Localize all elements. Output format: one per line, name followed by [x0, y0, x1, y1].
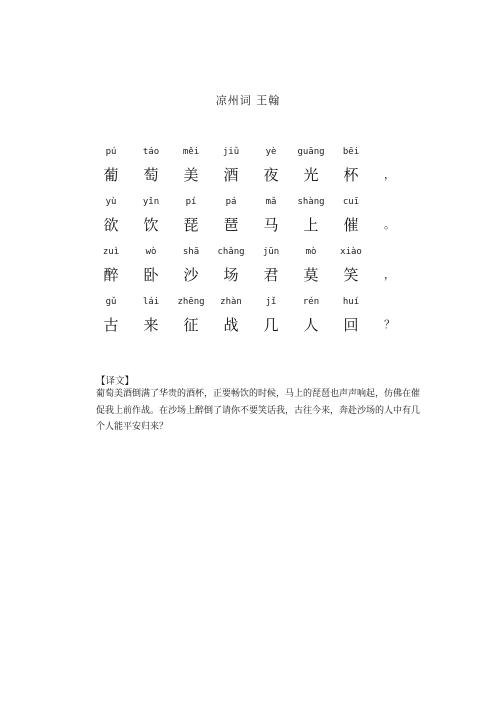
- pinyin-row-3: [88, 242, 408, 262]
- pinyin-syllable: xiào: [340, 247, 362, 257]
- poem-character: 夜: [263, 166, 279, 184]
- poem-line-2: [88, 214, 408, 234]
- poem-character: 催: [343, 216, 359, 234]
- poem-character: 卧: [143, 266, 159, 284]
- poem-punctuation: ？: [384, 318, 395, 331]
- pinyin-syllable: yǐn: [142, 197, 160, 207]
- pinyin-syllable: jǐ: [265, 297, 277, 307]
- poem-character: 古: [103, 316, 119, 334]
- poem-character: 琵: [183, 216, 199, 234]
- poem-character: 几: [263, 316, 279, 334]
- poem-character: 美: [183, 166, 199, 184]
- poem-character: 莫: [303, 266, 319, 284]
- poem-character: 醉: [103, 266, 119, 284]
- pinyin-syllable: jūn: [262, 247, 280, 257]
- poem-character: 上: [303, 216, 319, 234]
- pinyin-syllable: lái: [142, 297, 160, 307]
- poem-punctuation: ，: [384, 168, 395, 181]
- poem-character: 场: [223, 266, 239, 284]
- poem-character: 欲: [103, 216, 119, 234]
- poem-character: 回: [343, 316, 359, 334]
- poem-line-4: [88, 314, 408, 334]
- pinyin-syllable: guāng: [297, 147, 325, 157]
- poem-character: 君: [263, 266, 279, 284]
- pinyin-syllable: pí: [185, 197, 197, 207]
- pinyin-syllable: zhàn: [220, 297, 242, 307]
- pinyin-syllable: měi: [182, 147, 200, 157]
- pinyin-row-4: [88, 292, 408, 312]
- poem-line-1: [88, 164, 408, 184]
- poem-title: 凉州词 王翰: [215, 94, 281, 107]
- poem-character: 来: [143, 316, 159, 334]
- pinyin-syllable: pú: [105, 147, 117, 157]
- poem-character: 饮: [143, 216, 159, 234]
- pinyin-syllable: gǔ: [105, 297, 117, 307]
- poem-punctuation: 。: [384, 218, 395, 231]
- poem-character: 沙: [183, 266, 199, 284]
- poem-character: 战: [223, 316, 239, 334]
- pinyin-syllable: pá: [225, 197, 237, 207]
- poem-character: 萄: [143, 166, 159, 184]
- pinyin-syllable: zhēng: [177, 297, 205, 307]
- pinyin-syllable: cuī: [342, 197, 360, 207]
- pinyin-syllable: bēi: [342, 147, 360, 157]
- poem-character: 笑: [343, 266, 359, 284]
- pinyin-syllable: wò: [145, 247, 157, 257]
- poem-character: 征: [183, 316, 199, 334]
- pinyin-row-1: [88, 142, 408, 162]
- pinyin-syllable: jiǔ: [222, 147, 240, 157]
- pinyin-syllable: zuì: [102, 247, 120, 257]
- poem-punctuation: ，: [384, 268, 395, 281]
- translation-heading: 【译文】: [96, 376, 135, 387]
- pinyin-syllable: yè: [265, 147, 277, 157]
- pinyin-syllable: táo: [142, 147, 160, 157]
- poem-character: 葡: [103, 166, 119, 184]
- poem-character: 杯: [343, 166, 359, 184]
- poem-character: 马: [263, 216, 279, 234]
- poem-character: 人: [303, 316, 319, 334]
- poem-character: 琶: [223, 216, 239, 234]
- pinyin-syllable: yù: [105, 197, 117, 207]
- pinyin-syllable: shā: [182, 247, 200, 257]
- pinyin-syllable: shàng: [297, 197, 325, 207]
- translation-text: 葡萄美酒倒满了华贵的酒杯，正要畅饮的时候，马上的琵琶也声声响起，仿佛在催促我上前作战。在沙场上醉倒了请你不要笑话我，古往今来，奔赴沙场的人中有几个人能平安归来？: [96, 389, 421, 432]
- pinyin-syllable: chǎng: [217, 247, 245, 257]
- poem-line-3: [88, 264, 408, 284]
- pinyin-syllable: rén: [302, 297, 320, 307]
- pinyin-syllable: mò: [305, 247, 317, 257]
- pinyin-row-2: [88, 192, 408, 212]
- poem-character: 光: [303, 166, 319, 184]
- pinyin-syllable: huí: [342, 297, 360, 307]
- poem-character: 酒: [223, 166, 239, 184]
- pinyin-syllable: mǎ: [265, 197, 277, 207]
